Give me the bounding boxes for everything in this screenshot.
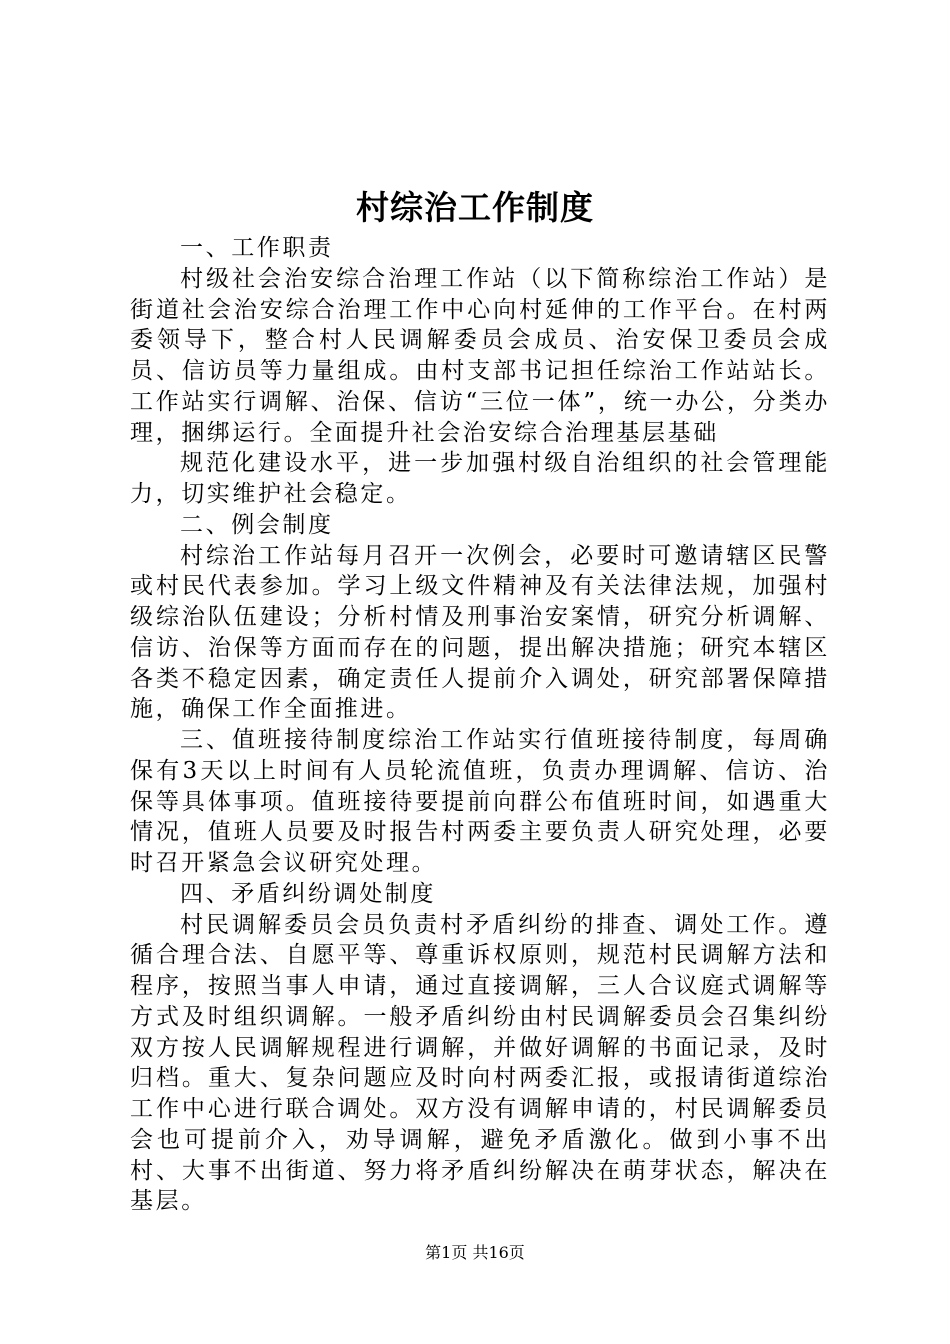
paragraph-disputes: 村民调解委员会员负责村矛盾纠纷的排查、调处工作。遵循合理合法、自愿平等、尊重诉权原则，规范村民调解方法和程序，按照当事人申请，通过直接调解，三人合议庭式调解等方式及时组织调解。一般矛盾纠纷由村民调解委员会召集纠纷双方按人民调解规程进行调解，并做好调解的书面记录，及时归档。重大、复杂问题应及时向村两委汇报，或报请街道综治工作中心进行联合调处。双方没有调解申请的，村民调解委员会也可提前介入，劝导调解，避免矛盾激化。做到小事不出村、大事不出街道、努力将矛盾纠纷解决在萌芽状态，解决在基层。 [130,911,830,1215]
paragraph-duties-1: 村级社会治安综合治理工作站（以下简称综治工作站）是街道社会治安综合治理工作中心向村延伸的工作平台。在村两委领导下，整合村人民调解委员会成员、治安保卫委员会成员、信访员等力量组成。由村支部书记担任综治工作站站长。工作站实行调解、治保、信访“三位一体”，统一办公，分类办理，捆绑运行。全面提升社会治安综合治理基层基础 [130,265,830,446]
document-title: 村综治工作制度 [356,188,594,227]
paragraph-meetings: 村综治工作站每月召开一次例会，必要时可邀请辖区民警或村民代表参加。学习上级文件精神及有关法律法规，加强村级综治队伍建设；分析村情及刑事治安案情，研究分析调解、信访、治保等方面而存在的问题，提出解决措施；研究本辖区各类不稳定因素，确定责任人提前介入调处，研究部署保障措施，确保工作全面推进。 [130,542,830,723]
section-heading-meetings: 二、例会制度 [180,511,334,538]
paragraph-duty-reception: 三、值班接待制度综治工作站实行值班接待制度，每周确保有3天以上时间有人员轮流值班，负责办理调解、信访、治保等具体事项。值班接待要提前向群公布值班时间，如遇重大情况，值班人员要及时报告村两委主要负责人研究处理，必要时召开紧急会议研究处理。 [130,727,830,876]
paragraph-duties-2: 规范化建设水平，进一步加强村级自治组织的社会管理能力，切实维护社会稳定。 [130,450,830,507]
section-heading-duties: 一、工作职责 [180,235,334,261]
document-body [130,233,830,1217]
section-heading-disputes: 四、矛盾纠纷调处制度 [180,880,436,907]
page-number: 第1页 共16页 [425,1243,525,1262]
